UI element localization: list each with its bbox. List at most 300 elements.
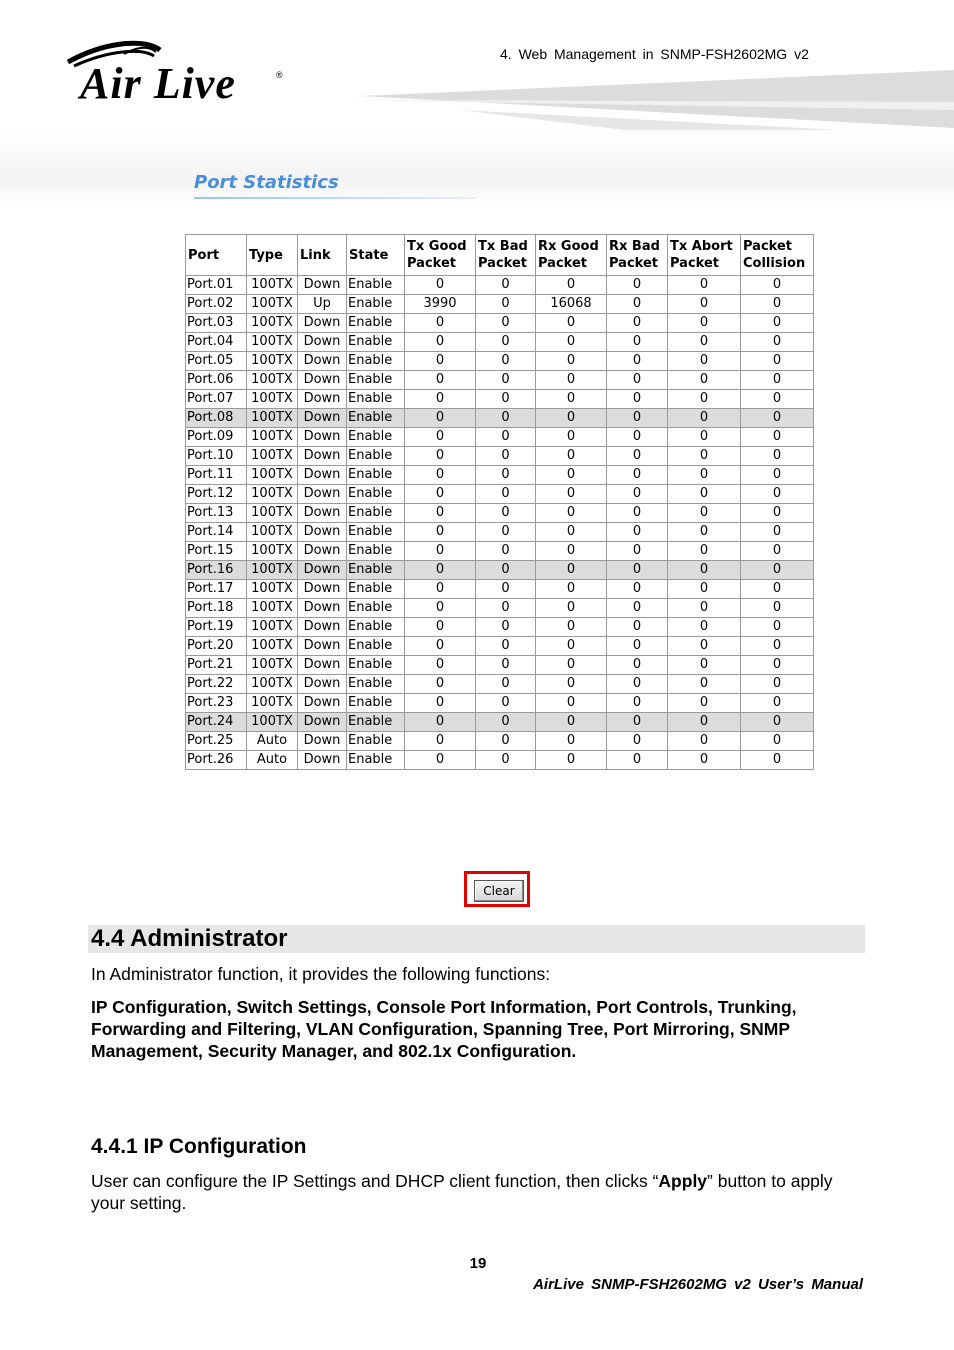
function-list: IP Configuration, Switch Settings, Console Port Information, Port Controls, Trunking, Forwarding and Filtering, VLAN Configuration, Spanning Tree, Port Mirroring, SNMP Management, Security Manager, and 802.1x Configuration. [91,997,797,1061]
table-cell: 100TX [247,713,298,732]
table-cell: 0 [536,447,607,466]
table-cell: 0 [741,694,814,713]
table-cell: 0 [607,561,668,580]
table-cell: Port.14 [186,523,247,542]
table-cell: 0 [476,523,536,542]
table-cell: 100TX [247,637,298,656]
table-cell: Enable [347,732,405,751]
table-cell: Port.25 [186,732,247,751]
table-cell: 0 [741,732,814,751]
table-cell: 0 [741,751,814,770]
table-cell: Enable [347,580,405,599]
table-cell: 0 [405,675,476,694]
table-cell: Port.16 [186,561,247,580]
table-cell: 0 [741,618,814,637]
column-header-line: Rx Bad [609,239,660,254]
table-cell: 0 [536,561,607,580]
table-cell: 0 [607,409,668,428]
table-row [186,694,814,713]
table-cell: 0 [536,637,607,656]
table-row [186,504,814,523]
table-cell: 0 [536,333,607,352]
column-header [668,235,741,276]
table-cell: 100TX [247,333,298,352]
table-cell: 0 [476,561,536,580]
page-number: 19 [469,1255,487,1272]
column-header-line: Tx Bad [478,239,528,254]
table-cell: Enable [347,371,405,390]
table-cell: 0 [476,333,536,352]
table-cell: 0 [476,485,536,504]
table-cell: Down [298,580,347,599]
table-cell: Port.08 [186,409,247,428]
table-cell: Port.20 [186,637,247,656]
table-cell: 0 [741,542,814,561]
table-cell: 0 [607,371,668,390]
table-cell: Port.07 [186,390,247,409]
table-row [186,523,814,542]
apply-keyword: Apply [658,1171,708,1191]
table-cell: Port.03 [186,314,247,333]
table-cell: 0 [476,276,536,295]
table-cell: 0 [607,713,668,732]
table-cell: Down [298,504,347,523]
table-cell: Enable [347,675,405,694]
table-cell: 0 [668,561,741,580]
column-header-line: Packet [478,256,527,271]
table-cell: Auto [247,732,298,751]
table-cell: 0 [405,713,476,732]
table-cell: 0 [607,276,668,295]
table-cell: Down [298,713,347,732]
table-cell: 100TX [247,599,298,618]
column-header [298,235,347,276]
table-cell: 0 [668,352,741,371]
table-cell: 0 [476,751,536,770]
table-cell: 0 [476,428,536,447]
table-cell: 0 [476,637,536,656]
table-cell: 100TX [247,447,298,466]
table-cell: 0 [607,618,668,637]
table-cell: 100TX [247,390,298,409]
table-cell: Down [298,352,347,371]
table-cell: 0 [607,656,668,675]
table-cell: 0 [668,637,741,656]
table-cell: 0 [405,732,476,751]
table-cell: 0 [668,276,741,295]
table-cell: 0 [607,523,668,542]
table-cell: 0 [536,599,607,618]
table-cell: 0 [536,371,607,390]
table-cell: Port.19 [186,618,247,637]
table-cell: Enable [347,276,405,295]
table-cell: 0 [607,675,668,694]
table-cell: 0 [668,675,741,694]
port-statistics-table [185,234,814,770]
table-cell: 0 [536,466,607,485]
table-cell: 0 [536,751,607,770]
table-cell: Port.11 [186,466,247,485]
table-cell: 0 [405,390,476,409]
table-row [186,485,814,504]
table-cell: Port.23 [186,694,247,713]
table-row [186,314,814,333]
table-row [186,276,814,295]
table-cell: 0 [741,314,814,333]
table-cell: 0 [536,580,607,599]
table-row [186,409,814,428]
table-cell: 0 [405,580,476,599]
table-cell: 0 [476,504,536,523]
table-cell: 0 [405,656,476,675]
table-cell: Port.21 [186,656,247,675]
column-header-line: Type [249,247,283,263]
table-cell: 0 [668,656,741,675]
table-cell: Enable [347,390,405,409]
table-cell: Down [298,656,347,675]
column-header [405,235,476,276]
table-cell: 0 [607,732,668,751]
table-cell: 0 [405,599,476,618]
table-row [186,466,814,485]
table-cell: Enable [347,428,405,447]
table-cell: 0 [405,371,476,390]
table-cell: Enable [347,314,405,333]
table-row [186,580,814,599]
table-row [186,428,814,447]
table-cell: 0 [607,352,668,371]
table-cell: 0 [536,713,607,732]
screenshot-panel-background [0,130,954,210]
table-cell: Down [298,732,347,751]
table-cell: 0 [536,504,607,523]
table-cell: 0 [668,694,741,713]
table-row [186,295,814,314]
table-cell: 0 [405,276,476,295]
table-cell: 0 [607,599,668,618]
table-cell: 0 [741,675,814,694]
table-cell: Down [298,409,347,428]
column-header [741,235,814,276]
table-cell: 0 [741,656,814,675]
table-cell: Port.18 [186,599,247,618]
logo-wordmark: Air Live [80,59,236,108]
table-cell: 0 [741,466,814,485]
column-header [536,235,607,276]
table-row [186,751,814,770]
table-cell: Up [298,295,347,314]
column-header-line: Packet [407,256,456,271]
table-cell: 0 [741,523,814,542]
table-cell: 100TX [247,694,298,713]
column-header [347,235,405,276]
table-cell: 0 [405,409,476,428]
table-cell: 0 [476,409,536,428]
table-cell: 0 [405,352,476,371]
table-cell: Enable [347,694,405,713]
table-cell: 0 [668,466,741,485]
section-intro: In Administrator function, it provides the following functions: [91,964,551,984]
table-cell: Port.04 [186,333,247,352]
table-cell: 0 [668,732,741,751]
table-cell: 0 [476,618,536,637]
table-cell: Enable [347,333,405,352]
table-cell: Enable [347,618,405,637]
table-cell: 0 [476,656,536,675]
table-row [186,732,814,751]
table-cell: Enable [347,637,405,656]
table-cell: 0 [405,504,476,523]
table-cell: 0 [741,561,814,580]
table-cell: 0 [476,542,536,561]
table-cell: 0 [607,694,668,713]
table-cell: 0 [536,542,607,561]
table-cell: Down [298,542,347,561]
table-row [186,371,814,390]
table-cell: 0 [668,504,741,523]
table-cell: 0 [607,542,668,561]
table-cell: Port.24 [186,713,247,732]
logo-registered-mark: ® [276,70,283,80]
table-cell: 0 [741,276,814,295]
table-cell: 0 [607,314,668,333]
table-cell: 0 [405,618,476,637]
table-cell: 100TX [247,314,298,333]
table-cell: 0 [536,390,607,409]
table-row [186,656,814,675]
table-cell: 0 [476,390,536,409]
table-cell: Down [298,675,347,694]
table-cell: 0 [405,637,476,656]
table-cell: 0 [476,466,536,485]
table-cell: 0 [405,485,476,504]
table-cell: Port.01 [186,276,247,295]
section-title: 4.4 Administrator [91,925,288,952]
table-cell: Enable [347,561,405,580]
table-cell: Down [298,599,347,618]
table-cell: Enable [347,523,405,542]
table-row [186,713,814,732]
table-row [186,675,814,694]
table-cell: Enable [347,599,405,618]
table-cell: 0 [668,542,741,561]
table-cell: Down [298,428,347,447]
table-cell: 0 [741,409,814,428]
table-row [186,542,814,561]
table-cell: 0 [741,504,814,523]
table-cell: 0 [536,485,607,504]
table-cell: 0 [476,352,536,371]
table-cell: Port.09 [186,428,247,447]
table-cell: 0 [668,409,741,428]
table-cell: 0 [607,390,668,409]
table-cell: 0 [668,295,741,314]
table-cell: 0 [741,713,814,732]
subsection-text-end: ” button to apply your setting. [91,1171,833,1213]
table-cell: Down [298,637,347,656]
table-cell: Down [298,694,347,713]
table-row [186,561,814,580]
table-cell: 0 [536,428,607,447]
table-cell: Enable [347,542,405,561]
table-cell: 0 [741,390,814,409]
table-cell: 0 [741,447,814,466]
column-header-line: Rx Good [538,239,599,254]
table-cell: 0 [607,485,668,504]
column-header-line: Port [188,247,220,263]
table-row [186,390,814,409]
table-cell: 0 [405,523,476,542]
table-cell: Port.15 [186,542,247,561]
table-cell: Port.06 [186,371,247,390]
table-cell: 100TX [247,561,298,580]
table-cell: 100TX [247,485,298,504]
column-header-line: Link [300,247,331,263]
table-cell: Enable [347,447,405,466]
table-row [186,447,814,466]
panel-title: Port Statistics [194,172,339,193]
column-header [186,235,247,276]
table-cell: 0 [476,371,536,390]
table-cell: Auto [247,751,298,770]
table-cell: 0 [476,713,536,732]
table-cell: 100TX [247,371,298,390]
table-cell: Enable [347,466,405,485]
column-header [607,235,668,276]
table-row [186,352,814,371]
table-cell: 0 [741,295,814,314]
table-cell: 0 [668,447,741,466]
table-cell: 0 [607,447,668,466]
table-cell: 0 [741,371,814,390]
table-cell: 100TX [247,580,298,599]
table-cell: 0 [668,599,741,618]
table-cell: Down [298,618,347,637]
table-cell: 0 [607,333,668,352]
table-cell: 0 [405,333,476,352]
table-cell: 0 [668,618,741,637]
table-cell: Down [298,466,347,485]
table-cell: 100TX [247,656,298,675]
column-header-line: Packet [609,256,658,271]
table-cell: 0 [607,466,668,485]
table-cell: Port.10 [186,447,247,466]
column-header [247,235,298,276]
table-cell: Port.12 [186,485,247,504]
column-header-line: State [349,247,389,263]
column-header-line: Collision [743,256,806,271]
table-cell: 100TX [247,276,298,295]
table-cell: 0 [741,485,814,504]
table-cell: Down [298,371,347,390]
table-cell: 0 [668,485,741,504]
table-cell: 0 [405,561,476,580]
table-cell: 100TX [247,295,298,314]
table-cell: 0 [741,580,814,599]
table-cell: 0 [668,333,741,352]
table-cell: 0 [668,314,741,333]
table-cell: Down [298,390,347,409]
table-cell: Port.05 [186,352,247,371]
clear-button[interactable]: Clear [474,880,524,902]
table-cell: 0 [607,428,668,447]
table-cell: 100TX [247,542,298,561]
table-row [186,637,814,656]
subsection-text [91,1170,871,1214]
table-cell: 0 [536,694,607,713]
table-cell: Enable [347,504,405,523]
table-cell: Down [298,314,347,333]
table-cell: Down [298,523,347,542]
table-cell: Down [298,485,347,504]
table-cell: Enable [347,656,405,675]
table-cell: 0 [476,599,536,618]
table-cell: 0 [668,523,741,542]
table-cell: 0 [668,428,741,447]
table-cell: 0 [405,542,476,561]
table-cell: 0 [476,732,536,751]
table-row [186,618,814,637]
table-cell: 0 [476,314,536,333]
table-cell: Port.02 [186,295,247,314]
table-cell: 100TX [247,675,298,694]
table-cell: 0 [668,390,741,409]
table-cell: 0 [476,694,536,713]
table-cell: 0 [476,447,536,466]
column-header-line: Tx Abort [670,239,733,254]
table-cell: Down [298,447,347,466]
table-cell: Port.13 [186,504,247,523]
table-cell: 0 [741,352,814,371]
table-cell: 100TX [247,409,298,428]
table-cell: 100TX [247,466,298,485]
table-cell: 0 [536,675,607,694]
column-header-line: Packet [538,256,587,271]
table-cell: 0 [405,751,476,770]
table-cell: 100TX [247,504,298,523]
table-cell: 0 [405,466,476,485]
table-cell: 0 [476,580,536,599]
table-cell: Port.22 [186,675,247,694]
table-cell: 0 [405,447,476,466]
table-cell: 0 [668,751,741,770]
table-cell: 0 [741,428,814,447]
column-header-line: Tx Good [407,239,467,254]
table-cell: 0 [536,618,607,637]
table-cell: 100TX [247,428,298,447]
table-cell: 16068 [536,295,607,314]
table-cell: 0 [741,599,814,618]
airlive-logo [64,40,294,110]
table-cell: 0 [607,504,668,523]
table-cell: 0 [405,314,476,333]
table-cell: Down [298,561,347,580]
table-cell: Enable [347,409,405,428]
table-cell: 100TX [247,352,298,371]
manual-footer: AirLive SNMP-FSH2602MG v2 User’s Manual [533,1276,863,1293]
table-cell: 0 [668,713,741,732]
table-cell: Down [298,751,347,770]
table-cell: 100TX [247,618,298,637]
table-cell: Down [298,333,347,352]
table-cell: Port.26 [186,751,247,770]
table-cell: 0 [607,580,668,599]
chapter-header: 4. Web Management in SNMP-FSH2602MG v2 [500,46,809,62]
column-header [476,235,536,276]
table-cell: 0 [536,352,607,371]
table-cell: 0 [536,656,607,675]
table-cell: 0 [476,295,536,314]
